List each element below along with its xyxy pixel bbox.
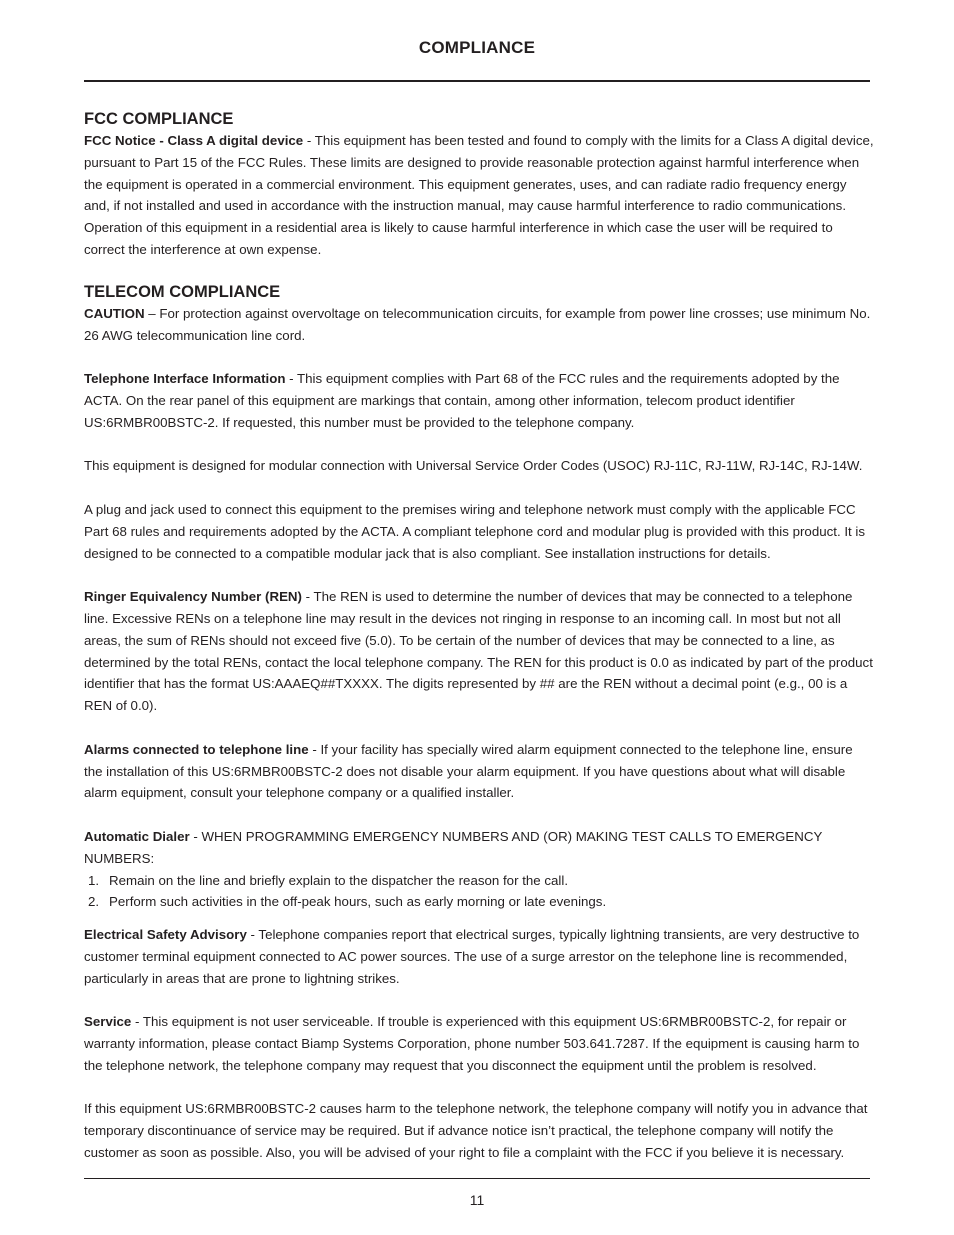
interface-paragraph (84, 368, 874, 433)
dialer-paragraph (84, 826, 874, 870)
telecom-section-title: TELECOM COMPLIANCE (84, 282, 281, 301)
ren-text: - The REN is used to determine the number of devices that may be connected to a telephone line. Excessive RENs on a telephone line may result in the devices not ringing in response to an incoming call. In most but not all areas, the sum of RENs should not exceed five (5.0). To be certain of the number of devices that may be connected to a line, as determined by the total RENs, contact the local telephone company. The REN for this product is 0.0 as indicated by part of the product identifier that has the format US:AAAEQ##TXXXX. The digits represented by ## are the REN without a decimal point (e.g., 00 is a REN of 0.0). (84, 589, 873, 714)
dialer-list (84, 870, 874, 914)
safety-paragraph (84, 924, 874, 989)
harm-paragraph: If this equipment US:6RMBR00BSTC-2 causes harm to the telephone network, the telephone company will notify you in advance that temporary discontinuance of service may be required. But if advance notice isn’t practical, the telephone company will notify the customer as soon as possible. Also, you will be advised of your right to file a complaint with the FCC if you believe it is necessary. (84, 1101, 868, 1161)
document-body (84, 108, 874, 1164)
caution-text: – For protection against overvoltage on telecommunication circuits, for example from power line crosses; use minimum No. 26 AWG telecommunication line cord. (84, 305, 871, 343)
alarms-lead: Alarms connected to telephone line (84, 741, 309, 757)
list-item-text: Remain on the line and briefly explain to the dispatcher the reason for the call. (109, 872, 569, 888)
caution-paragraph (84, 303, 874, 347)
fcc-notice-text: - This equipment has been tested and found to comply with the limits for a Class A digital device, pursuant to Part 15 of the FCC Rules. These limits are designed to provide reasonable protection against harmful interference when the equipment is operated in a commercial environment. This equipment generates, uses, and can radiate radio frequency energy and, if not installed and used in accordance with the instruction manual, may cause harmful interference to radio communications. Operation of this equipment in a residential area is likely to cause harmful interference in which case the user will be required to correct the interference at own expense. (84, 133, 874, 257)
dialer-text: - WHEN PROGRAMMING EMERGENCY NUMBERS AND (OR) MAKING TEST CALLS TO EMERGENCY NUMBERS: (84, 828, 823, 866)
fcc-notice-paragraph (84, 130, 874, 261)
ren-lead: Ringer Equivalency Number (REN) (84, 589, 302, 605)
header-divider (84, 80, 870, 82)
interface-text: - This equipment complies with Part 68 of the FCC rules and the requirements adopted by the ACTA. On the rear panel of this equipment are markings that contain, among other information, telecom product identifier US:6RMBR00BSTC-2. If requested, this number must be provided to the telephone company. (84, 371, 840, 430)
list-item-number: 2. (88, 894, 100, 910)
safety-text: - Telephone companies report that electrical surges, typically lightning transients, are very destructive to customer terminal equipment connected to AC power sources. The use of a surge arrestor on the telephone line is recommended, particularly in areas that are prone to lightning strikes. (84, 927, 860, 986)
caution-lead: CAUTION (84, 305, 145, 321)
service-lead: Service (84, 1014, 132, 1030)
fcc-notice-lead: FCC Notice - Class A digital device (84, 133, 304, 148)
fcc-section-title: FCC COMPLIANCE (84, 110, 234, 128)
service-text: - This equipment is not user serviceable. If trouble is experienced with this equipment US:6RMBR00BSTC-2, for repair or warranty information, please contact Biamp Systems Corporation, phone number 503.641.7287. If the equipment is causing harm to the telephone network, the telephone company may request that you disconnect the equipment until the problem is resolved. (84, 1014, 860, 1073)
usoc-paragraph: This equipment is designed for modular connection with Universal Service Order Codes (USOC) RJ-11C, RJ-11W, RJ-14C, RJ-14W. (84, 458, 863, 474)
list-item (84, 891, 874, 913)
list-item-text: Perform such activities in the off-peak hours, such as early morning or late evenings. (109, 894, 607, 910)
footer-divider (84, 1178, 870, 1179)
page-title: COMPLIANCE (418, 38, 536, 57)
list-item (84, 870, 874, 892)
alarms-paragraph (84, 739, 874, 804)
page-number: 11 (469, 1192, 485, 1208)
plug-paragraph: A plug and jack used to connect this equipment to the premises wiring and telephone network must comply with the applicable FCC Part 68 rules and requirements adopted by the ACTA. A compliant telephone cord and modular plug is provided with this product. It is designed to be connected to a compatible modular jack that is also compliant. See installation instructions for details. (84, 501, 866, 561)
service-paragraph (84, 1011, 874, 1076)
interface-lead: Telephone Interface Information (84, 371, 286, 387)
dialer-lead: Automatic Dialer (84, 828, 190, 844)
safety-lead: Electrical Safety Advisory (84, 927, 247, 943)
ren-paragraph (84, 586, 874, 717)
list-item-number: 1. (88, 872, 100, 888)
alarms-text: - If your facility has specially wired alarm equipment connected to the telephone line, ensure the installation of this US:6RMBR00BSTC-2 does not disable your alarm equipment. If you have questions about what will disable alarm equipment, consult your telephone company or a qualified installer. (84, 741, 853, 801)
